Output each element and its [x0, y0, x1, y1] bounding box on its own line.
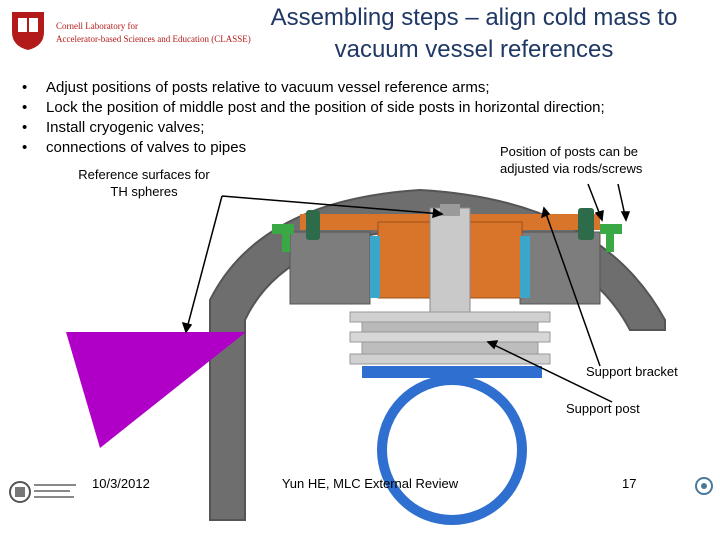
bullet-text: connections of valves to pipes — [46, 139, 247, 156]
corner-seal-icon — [694, 476, 714, 496]
corner-logo — [694, 476, 714, 496]
posts-callout-line-1: Position of posts can be — [500, 144, 639, 159]
right-support-block — [520, 232, 600, 304]
bullet-text: Lock the position of middle post and the position of side posts in horizontal direction; — [46, 99, 605, 116]
left-valve — [306, 210, 320, 240]
plate-4 — [362, 342, 538, 354]
bullet-text: Install cryogenic valves; — [46, 119, 205, 136]
left-support-block — [290, 232, 370, 304]
title-line-1: Assembling steps – align cold mass to — [270, 4, 678, 31]
footer-date: 10/3/2012 — [92, 476, 150, 491]
right-valve — [578, 208, 594, 240]
right-spring — [520, 236, 530, 298]
reference-callout-line-1: Reference surfaces for — [78, 167, 210, 182]
institution-line-1: Cornell Laboratory for — [56, 21, 138, 31]
bullet-dot: • — [22, 119, 28, 136]
middle-post — [430, 208, 470, 318]
footer-presenter: Yun HE, MLC External Review — [281, 476, 459, 491]
bullet-dot: • — [22, 139, 28, 156]
left-green-rod-stem — [282, 224, 290, 252]
support-post-label: Support post — [566, 401, 640, 416]
plate-1 — [350, 312, 550, 322]
bullet-text: Adjust positions of posts relative to vacuum vessel reference arms; — [46, 79, 490, 96]
footer-seal-icon — [8, 478, 82, 506]
plate-2 — [362, 322, 538, 332]
bullet-dot: • — [22, 99, 28, 116]
posts-position-callout — [500, 143, 670, 177]
posts-callout-line-2: adjusted via rods/screws — [500, 161, 643, 176]
left-spring — [370, 236, 380, 298]
institution-line-2: Accelerator-based Sciences and Education (CLASSE) — [56, 34, 251, 44]
support-pipe-ring — [382, 380, 522, 520]
reference-surfaces-callout — [64, 166, 224, 200]
reference-callout-line-2: TH spheres — [110, 184, 178, 199]
support-bracket-label: Support bracket — [586, 364, 678, 379]
title-line-2: vacuum vessel references — [334, 36, 614, 63]
footer-logo — [8, 478, 82, 506]
orange-housing-left — [378, 222, 432, 298]
page-number: 17 — [622, 476, 637, 491]
orange-housing-right — [468, 222, 522, 298]
bullet-dot: • — [22, 79, 28, 96]
plate-5 — [350, 354, 550, 364]
plate-3 — [350, 332, 550, 342]
right-green-rod-stem — [606, 224, 614, 252]
